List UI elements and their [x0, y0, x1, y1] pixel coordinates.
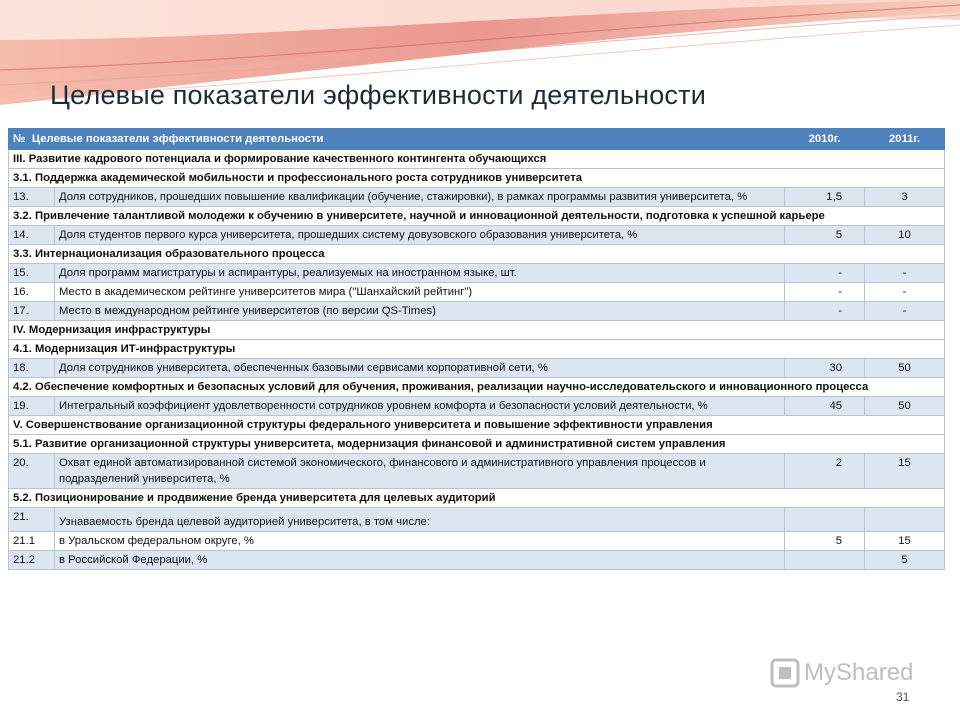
section-title: 3.3. Интернационализация образовательного процесса: [9, 245, 945, 264]
page-title: Целевые показатели эффективности деятельности: [50, 80, 706, 110]
row-value-2010: 45: [785, 397, 865, 416]
table-row: [9, 302, 945, 321]
row-number: 17.: [9, 302, 55, 321]
row-indicator: Охват единой автоматизированной системой экономического, финансового и административного управления процессов и подразделений университета, %: [55, 454, 785, 489]
watermark-logo-icon: [770, 658, 800, 688]
row-indicator: Место в международном рейтинге университетов (по версии QS-Times): [55, 302, 785, 321]
watermark: [770, 656, 920, 690]
row-value-2011: 5: [865, 551, 945, 570]
section-row: [9, 435, 945, 454]
section-row: [9, 489, 945, 508]
row-number: 15.: [9, 264, 55, 283]
header-2010: 2010г.: [785, 129, 865, 150]
header-2011: 2011г.: [865, 129, 945, 150]
table-row: [9, 397, 945, 416]
row-value-2010: [785, 551, 865, 570]
section-row: [9, 340, 945, 359]
section-title: 5.1. Развитие организационной структуры университета, модернизация финансовой и административной систем управления: [9, 435, 945, 454]
row-value-2011: -: [865, 283, 945, 302]
row-number: 19.: [9, 397, 55, 416]
row-number: 21.2: [9, 551, 55, 570]
row-value-2011: 15: [865, 454, 945, 489]
section-title: III. Развитие кадрового потенциала и формирование качественного контингента обучающихся: [9, 150, 945, 169]
row-value-2010: 2: [785, 454, 865, 489]
section-title: 3.2. Привлечение талантливой молодежи к обучению в университете, научной и инновационной деятельности, подготовка к успешной карьере: [9, 207, 945, 226]
row-value-2010: -: [785, 302, 865, 321]
row-indicator: Доля сотрудников, прошедших повышение квалификации (обучение, стажировки), в рамках программы развития университета, %: [55, 188, 785, 207]
row-indicator: Доля программ магистратуры и аспирантуры, реализуемых на иностранном языке, шт.: [55, 264, 785, 283]
section-title: 3.1. Поддержка академической мобильности и профессионального роста сотрудников университета: [9, 169, 945, 188]
row-value-2011: -: [865, 302, 945, 321]
section-row: [9, 378, 945, 397]
row-indicator: Доля студентов первого курса университета, прошедших систему довузовского образования университета, %: [55, 226, 785, 245]
table-row: [9, 283, 945, 302]
table-row: [9, 551, 945, 570]
section-row: [9, 169, 945, 188]
table-row: [9, 264, 945, 283]
section-title: IV. Модернизация инфраструктуры: [9, 321, 945, 340]
table-row: [9, 508, 945, 532]
row-value-2011: -: [865, 264, 945, 283]
row-value-2010: 5: [785, 532, 865, 551]
row-value-2011: 10: [865, 226, 945, 245]
row-number: 13.: [9, 188, 55, 207]
row-number: 20.: [9, 454, 55, 489]
row-value-2011: 3: [865, 188, 945, 207]
table-row: [9, 188, 945, 207]
table-body: [9, 150, 945, 570]
row-value-2011: 50: [865, 397, 945, 416]
row-value-2011: 50: [865, 359, 945, 378]
table-row: [9, 532, 945, 551]
row-indicator: Узнаваемость бренда целевой аудиторией университета, в том числе:: [55, 508, 785, 532]
indicators-table: [8, 128, 944, 570]
section-title: V. Совершенствование организационной структуры федерального университета и повышение эффективности управления: [9, 416, 945, 435]
page-number: 31: [896, 690, 910, 704]
section-row: [9, 207, 945, 226]
row-value-2010: 1,5: [785, 188, 865, 207]
row-indicator: Интегральный коэффициент удовлетворенности сотрудников уровнем комфорта и безопасности условий деятельности, %: [55, 397, 785, 416]
row-indicator: в Российской Федерации, %: [55, 551, 785, 570]
table-row: [9, 226, 945, 245]
header-name: Целевые показатели эффективности деятельности: [31, 133, 324, 145]
row-value-2011: 15: [865, 532, 945, 551]
table-row: [9, 359, 945, 378]
row-value-2010: 5: [785, 226, 865, 245]
table-header-row: [9, 129, 945, 150]
row-number: 21.1: [9, 532, 55, 551]
row-value-2010: [785, 508, 865, 532]
row-value-2010: -: [785, 283, 865, 302]
header-indicator: [9, 129, 785, 150]
row-indicator: в Уральском федеральном округе, %: [55, 532, 785, 551]
section-row: [9, 416, 945, 435]
watermark-text: MyShared: [804, 659, 914, 686]
header-num: №: [13, 133, 26, 145]
row-number: 21.: [9, 508, 55, 532]
section-row: [9, 245, 945, 264]
section-title: 4.2. Обеспечение комфортных и безопасных условий для обучения, проживания, реализации научно-исследовательского и инновационного процесса: [9, 378, 945, 397]
row-value-2010: 30: [785, 359, 865, 378]
section-title: 4.1. Модернизация ИТ-инфраструктуры: [9, 340, 945, 359]
row-value-2010: -: [785, 264, 865, 283]
row-number: 18.: [9, 359, 55, 378]
section-title: 5.2. Позиционирование и продвижение бренда университета для целевых аудиторий: [9, 489, 945, 508]
row-indicator: Место в академическом рейтинге университетов мира ("Шанхайский рейтинг"): [55, 283, 785, 302]
section-row: [9, 150, 945, 169]
row-value-2011: [865, 508, 945, 532]
row-indicator: Доля сотрудников университета, обеспеченных базовыми сервисами корпоративной сети, %: [55, 359, 785, 378]
row-number: 14.: [9, 226, 55, 245]
table-row: [9, 454, 945, 489]
row-number: 16.: [9, 283, 55, 302]
section-row: [9, 321, 945, 340]
